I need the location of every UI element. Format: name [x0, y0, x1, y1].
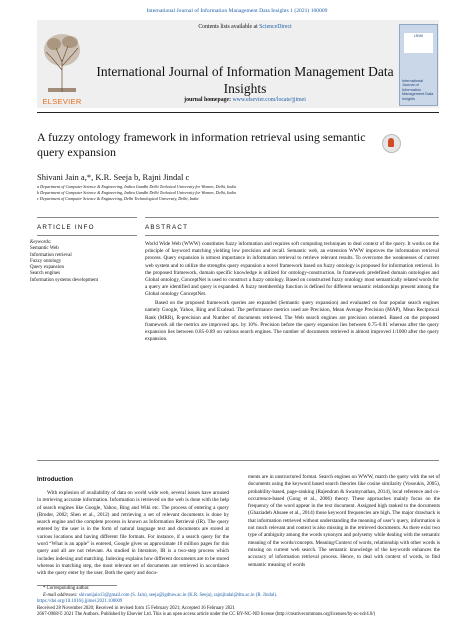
abstract-paragraph: World Wide Web (WWW) constitutes fuzzy information and requires soft computing techniques to deal context of the query. It works on the principle of keyword matching yielding low precision and recall. Semantic web, an extension WWW improves the information retrieval process. Query expansion is utmost importance in information retrieval to retrieve relevant results. To overcome the weaknesses of current web system and to utilize the strengths query expansion a novel framework based on fuzzy ontology is proposed for information retrieval. In the proposed framework, domain specific knowledge is utilized for ontology-construction. In framework predefined domain ontologies and Global ontology, ConceptNet is used to construct a fuzzy ontology. Based on constructed fuzzy ontology most semantically related words for a query are identified and query is expanded. A fuzzy membership function is defined for different semantic relationships present among the Global ontology ConceptNet.	[145, 241, 439, 298]
article-info-heading: ARTICLE INFO	[37, 224, 95, 231]
article-title: A fuzzy ontology framework in information retrieval using semantic query expansion	[37, 130, 366, 159]
affiliation-b: b Department of Computer Science & Engineering, Indira Gandhi Delhi Technical University for Women, Delhi, India	[37, 190, 236, 195]
article-info-top-rule	[37, 217, 137, 218]
keywords-block	[30, 240, 130, 284]
elsevier-tree-logo	[40, 22, 84, 98]
cover-text: International Journal of Information Management Data Insights	[402, 78, 434, 101]
publisher-name: ELSEVIER	[42, 97, 82, 106]
affiliation-a: a Department of Computer Science & Engineering, Indira Gandhi Delhi Technical University for Women, Delhi, India	[37, 184, 236, 189]
keyword: Information retrieval	[30, 252, 72, 258]
abstract-rule	[145, 235, 439, 236]
introduction-column-left	[37, 490, 229, 578]
abstract-top-rule	[145, 217, 439, 218]
journal-homepage-line: journal homepage: www.elsevier.com/locate/jjimei	[184, 97, 306, 103]
check-for-updates-icon[interactable]	[382, 134, 401, 153]
contents-line: Contents lists available at ScienceDirect	[198, 24, 292, 30]
running-head: International Journal of Information Management Data Insights 1 (2021) 100009	[146, 8, 328, 14]
email-line: E-mail addresses: shivanijain13@gmail.com (S. Jain), seeja@igdtuw.ac.in (K.R. Seeja), rajnijindal@dtu.ac.in (R. Jindal).	[43, 592, 278, 598]
keyword: Query expansion	[30, 265, 65, 271]
article-info-rule	[37, 235, 137, 236]
keywords-label: Keywords:	[30, 240, 52, 245]
abstract-paragraph: Based on the proposed framework queries are expanded (Semantic query expansion) and evaluated on four popular search engines namely Google, Yahoo, Bing and Exalead. The performance metrics used are Precision, Mean Average Precision (MAP), Mean Reciprocal Rank (MRR), R-precision and Number of documents retrieved. The Web search engines are precision oriented. Based on the proposed framework all the metrics are improved apx. by 10%. Precision before the query expansion lies between 0.75-0.81 whereas after the query expansion lies between 0.85-0.89 on various search engines. The number of documents retrieved is almost improved 1/1000 after the query expansion.	[145, 300, 439, 343]
license-statement: 2667-0968/© 2021 The Authors. Published by Elsevier Ltd. This is an open access article under the CC BY-NC-ND license (http://creativecommons.org/licenses/by-nc-nd/4.0/)	[37, 612, 376, 618]
introduction-heading: Introduction	[37, 476, 74, 483]
keyword: Fuzzy ontology	[30, 258, 62, 264]
doi-link[interactable]: https://doi.org/10.1016/j.jjimei.2021.100009	[37, 599, 123, 605]
affiliation-c: c Department of Computer Science & Engineering, Delhi Technological University, Delhi, India	[37, 196, 199, 201]
journal-title: International Journal of Information Management Data Insights	[96, 64, 394, 96]
cover-label: IJIIM	[404, 33, 433, 53]
introduction-column-right	[248, 474, 440, 569]
author-list: Shivani Jain a,*, K.R. Seeja b, Rajni Jindal c	[37, 172, 190, 182]
keyword: Search engines	[30, 271, 61, 277]
keyword: Semantic Web	[30, 246, 59, 252]
abstract-bottom-rule	[37, 460, 439, 461]
body-paragraph: With explosion of availability of data on world wide web, several issues have aroused in retrieving accurate information. Information is retrieved on the web is done with the help of search engines like Google, Yahoo, Bing and Wiki etc. The process of entering a query (Broder, 2002; Shen et al., 2012) and retrieving a set of relevant documents is done by search engine and the complete process in known as Information Retrieval (IR). The query entered by the user is in the form of natural language text and documents are stored at various locations and having different file formats. For instance, if a search query for the word “What is an apple” is entered, Google gives us approximate 10 million pages for this query and all are not relevant. As studied in literature, IR is a two-step process which includes indexing and matching. Indexing explains how different documents are to be stored whereas in matching step, the most relevant set of documents are retrieved in accordance with the query enter by the user. Both the query and docu-	[37, 490, 229, 577]
journal-homepage-link[interactable]: www.elsevier.com/locate/jjimei	[232, 97, 306, 103]
abstract-body	[145, 241, 439, 345]
body-paragraph: ments are in unstructured format. Search engines on WWW, match the query with the set of documents using the keyword based search theories like cosine similarity (Vosoukis, 2005), probability-based, page-ranking (Rajendran & Swamynathan, 2014), local reference and co-occurrence-based (Gong et al., 2006) theory. These approaches mainly focus on the frequency of the word appear in the text document. Assigned high ranked to the documents (Ghaziadeh Ahsaee et al., 2014) those keyword frequencies are high. The major drawback is that information retrieved without understanding the meaning of user’s query, information is not much relevant and context is also missing in the retrieved documents. As there exist two type of ambiguity among the words synonym and polysemy while dealing with the semantic meaning of the words/concepts. Meaning/Context of words, relationship with other words is missing on current web search. The semantic knowledge of the keywords enhances the accuracy of information retrieval process. Hence, to deal with context of words, to find semantic meaning of words	[248, 474, 440, 568]
header-rule	[37, 112, 439, 113]
keyword: Information systems development	[30, 277, 99, 283]
sciencedirect-link[interactable]: ScienceDirect	[259, 24, 292, 30]
footnotes	[37, 586, 437, 619]
received-dates: Received 28 November 2020; Received in revised form 15 February 2021; Accepted 16 February 2021	[37, 605, 235, 611]
abstract-heading: ABSTRACT	[145, 224, 189, 231]
journal-cover-image	[399, 24, 438, 106]
corresponding-author-note: * Corresponding author.	[43, 586, 90, 591]
email-addresses[interactable]: shivanijain13@gmail.com (S. Jain), seeja@igdtuw.ac.in (K.R. Seeja), rajnijindal@dtu.ac.in (R. Jindal).	[78, 592, 278, 598]
